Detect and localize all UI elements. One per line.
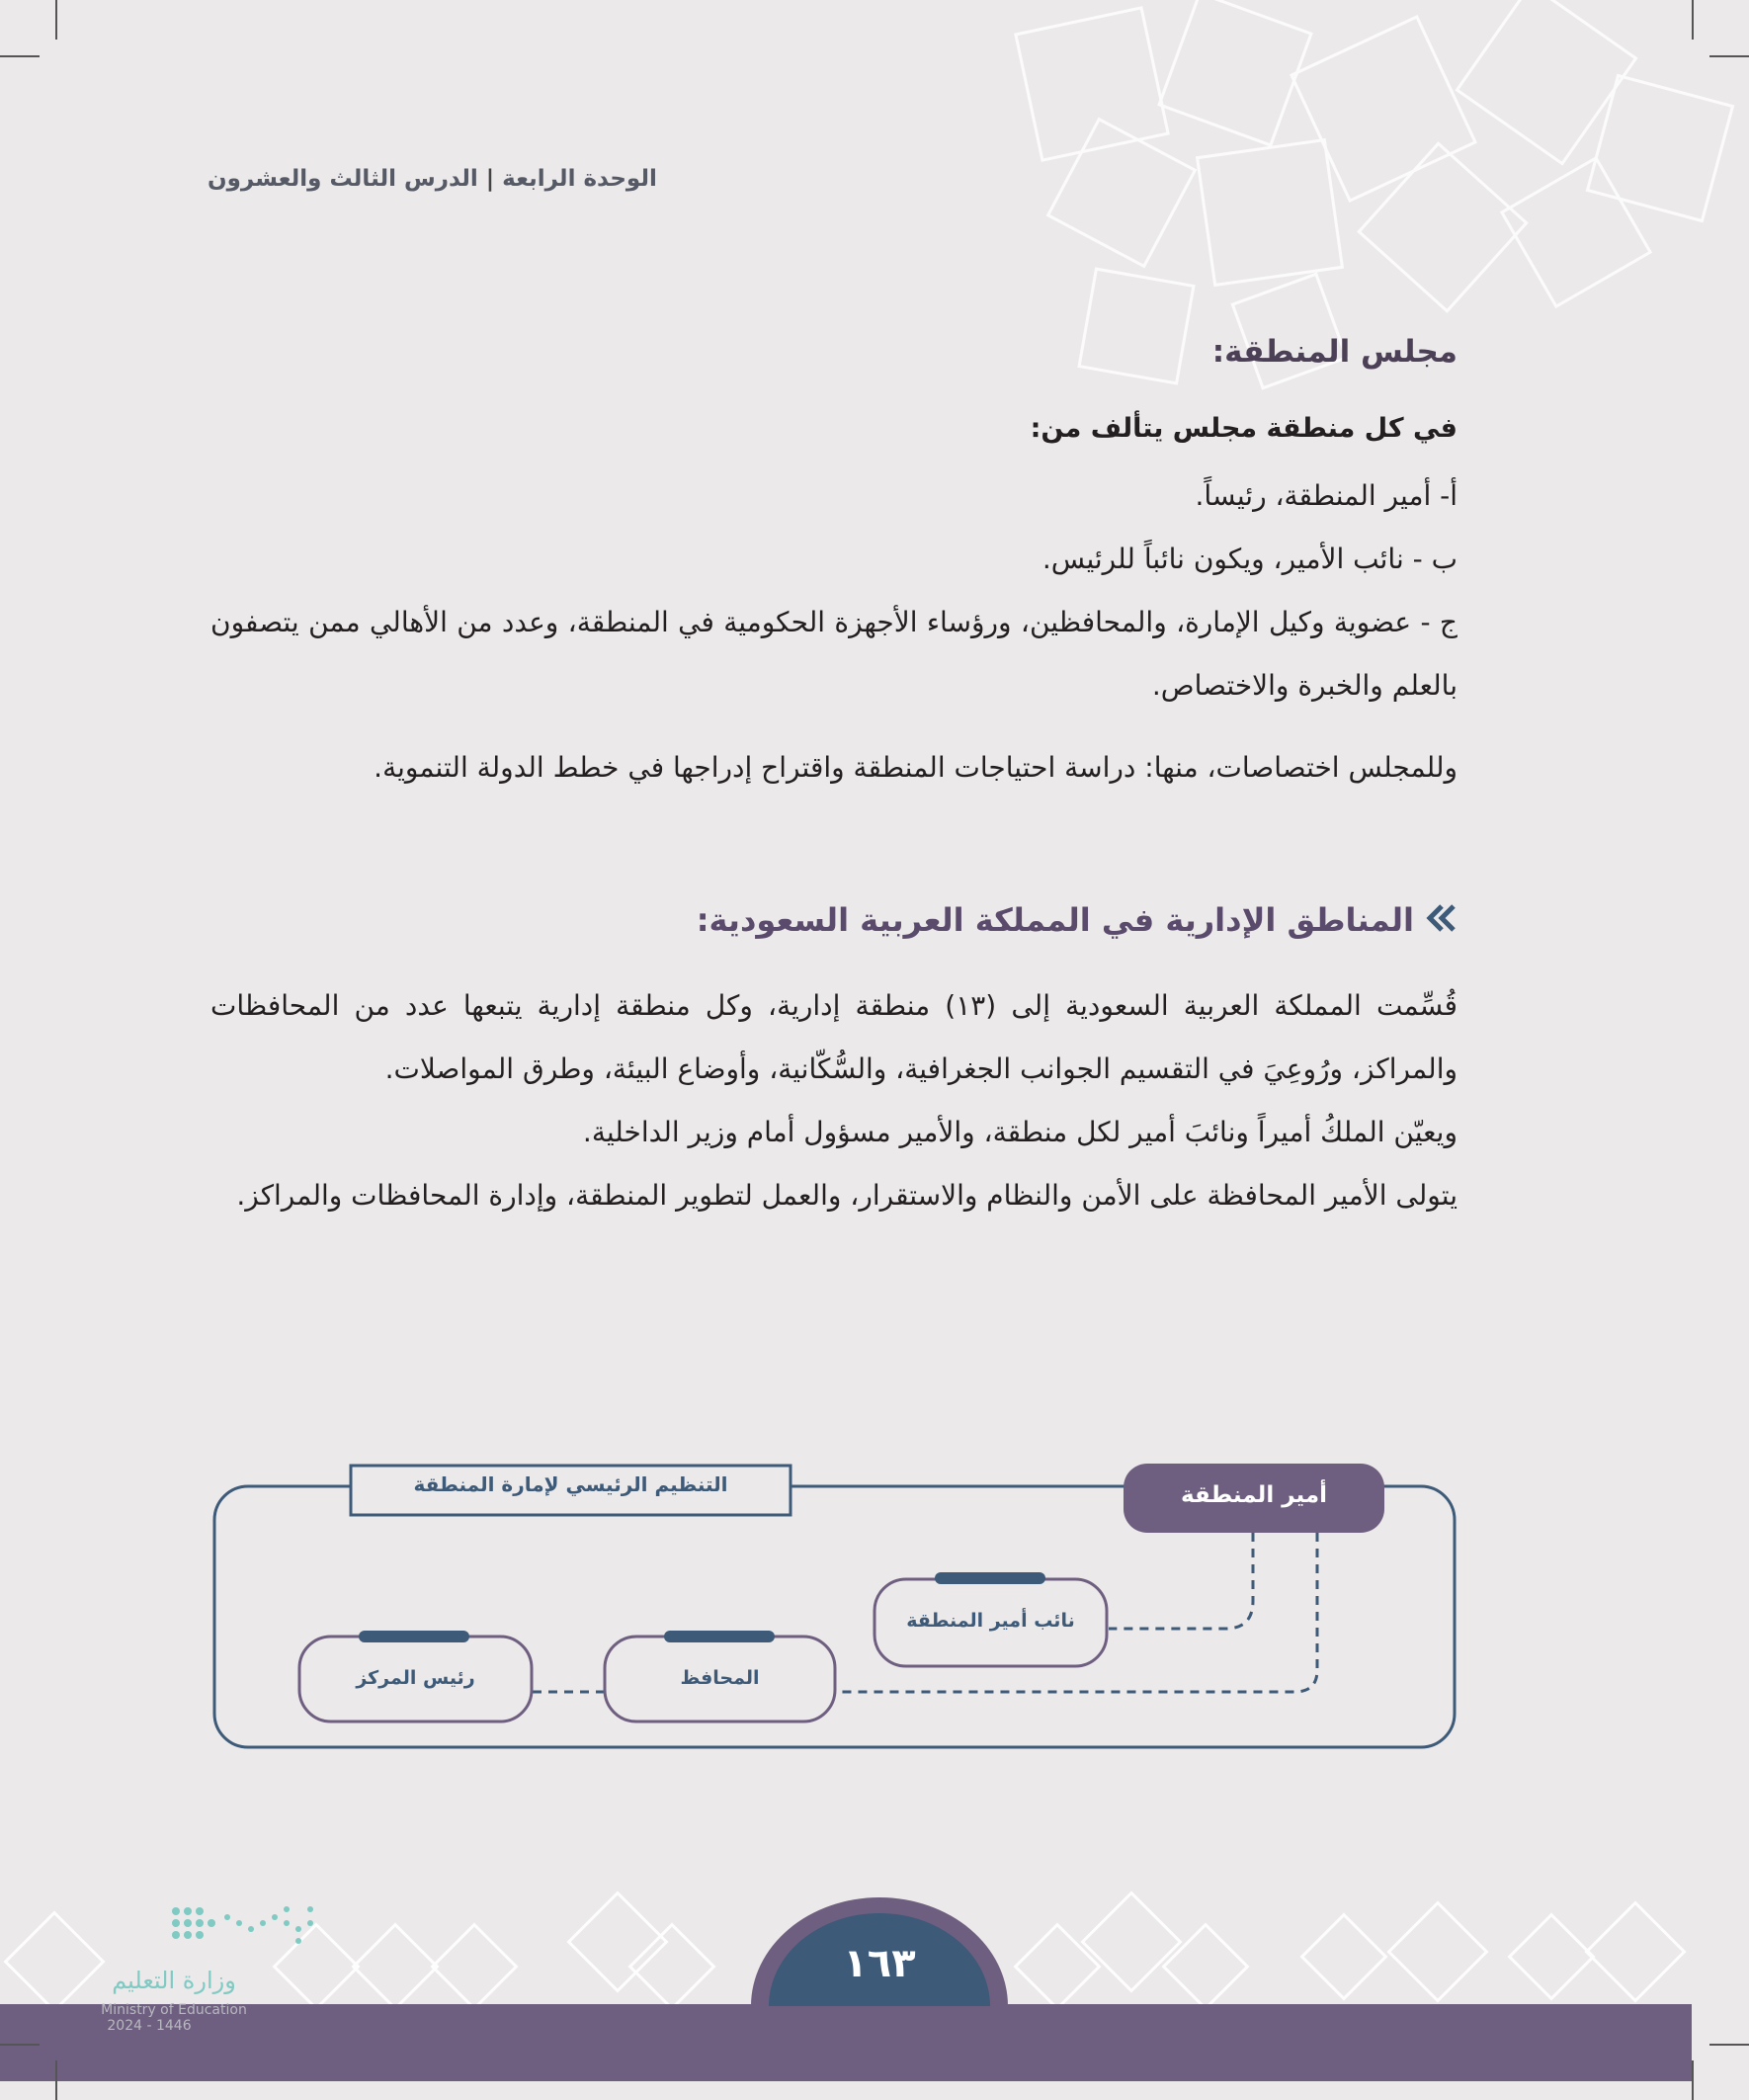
org-chart-title: التنظيم الرئيسي لإمارة المنطقة xyxy=(413,1472,728,1496)
connector-deputy xyxy=(1109,1533,1253,1629)
edition-year: 2024 - 1446 xyxy=(107,2018,192,2034)
header-separator: | xyxy=(485,166,495,192)
council-title: مجلس المنطقة: xyxy=(1211,334,1458,370)
emir-label: أمير المنطقة xyxy=(1180,1482,1328,1508)
council-item-b: ب - نائب الأمير، ويكون نائباً للرئيس. xyxy=(1041,543,1458,575)
council-intro: في كل منطقة مجلس يتألف من: xyxy=(1030,413,1458,444)
governor-label: المحافظ xyxy=(680,1667,760,1689)
regions-paragraph: ويعيّن الملكُ أميراً ونائبَ أمير لكل منطقة، والأمير مسؤول أمام وزير الداخلية. xyxy=(582,1116,1458,1148)
center-head-box-tab xyxy=(359,1631,469,1642)
unit-label: الوحدة الرابعة xyxy=(502,166,657,192)
page-number: ١٦٣ xyxy=(843,1941,916,1986)
ministry-logo-dots xyxy=(168,1901,326,1955)
center-head-label: رئيس المركز xyxy=(356,1667,475,1689)
council-powers: وللمجلس اختصاصات، منها: دراسة احتياجات المنطقة واقتراح إدراجها في خطط الدولة التنموية. xyxy=(374,751,1458,784)
ministry-name-en: Ministry of Education xyxy=(101,2002,247,2018)
regions-paragraph: قُسِّمت المملكة العربية السعودية إلى (١٣) منطقة إدارية، وكل منطقة إدارية يتبعها عدد من المحافظات والمراكز، ورُوعِيَ في التقسيم الجوانب الجغرافية، والسُّكّانية، وأوضاع البيئة، وطرق المواصلات. xyxy=(210,989,1458,1085)
council-item-c: ج - عضوية وكيل الإمارة، والمحافظين، ورؤساء الأجهزة الحكومية في المنطقة، وعدد من الأهالي ممن يتصفون بالعلم والخبرة والاختصاص. xyxy=(210,606,1458,702)
lesson-label: الدرس الثالث والعشرون xyxy=(208,166,478,192)
regions-title: المناطق الإدارية في المملكة العربية السعودية: xyxy=(696,901,1414,939)
council-item-a: أ- أمير المنطقة، رئيساً. xyxy=(1195,479,1458,512)
regions-paragraph: يتولى الأمير المحافظة على الأمن والنظام والاستقرار، والعمل لتطوير المنطقة، وإدارة المحافظات والمراكز. xyxy=(236,1179,1458,1212)
ministry-name: وزارة التعليم xyxy=(112,1967,236,1994)
deputy-box-tab xyxy=(935,1572,1045,1584)
deputy-label: نائب أمير المنطقة xyxy=(906,1610,1075,1632)
governor-box-tab xyxy=(664,1631,775,1642)
